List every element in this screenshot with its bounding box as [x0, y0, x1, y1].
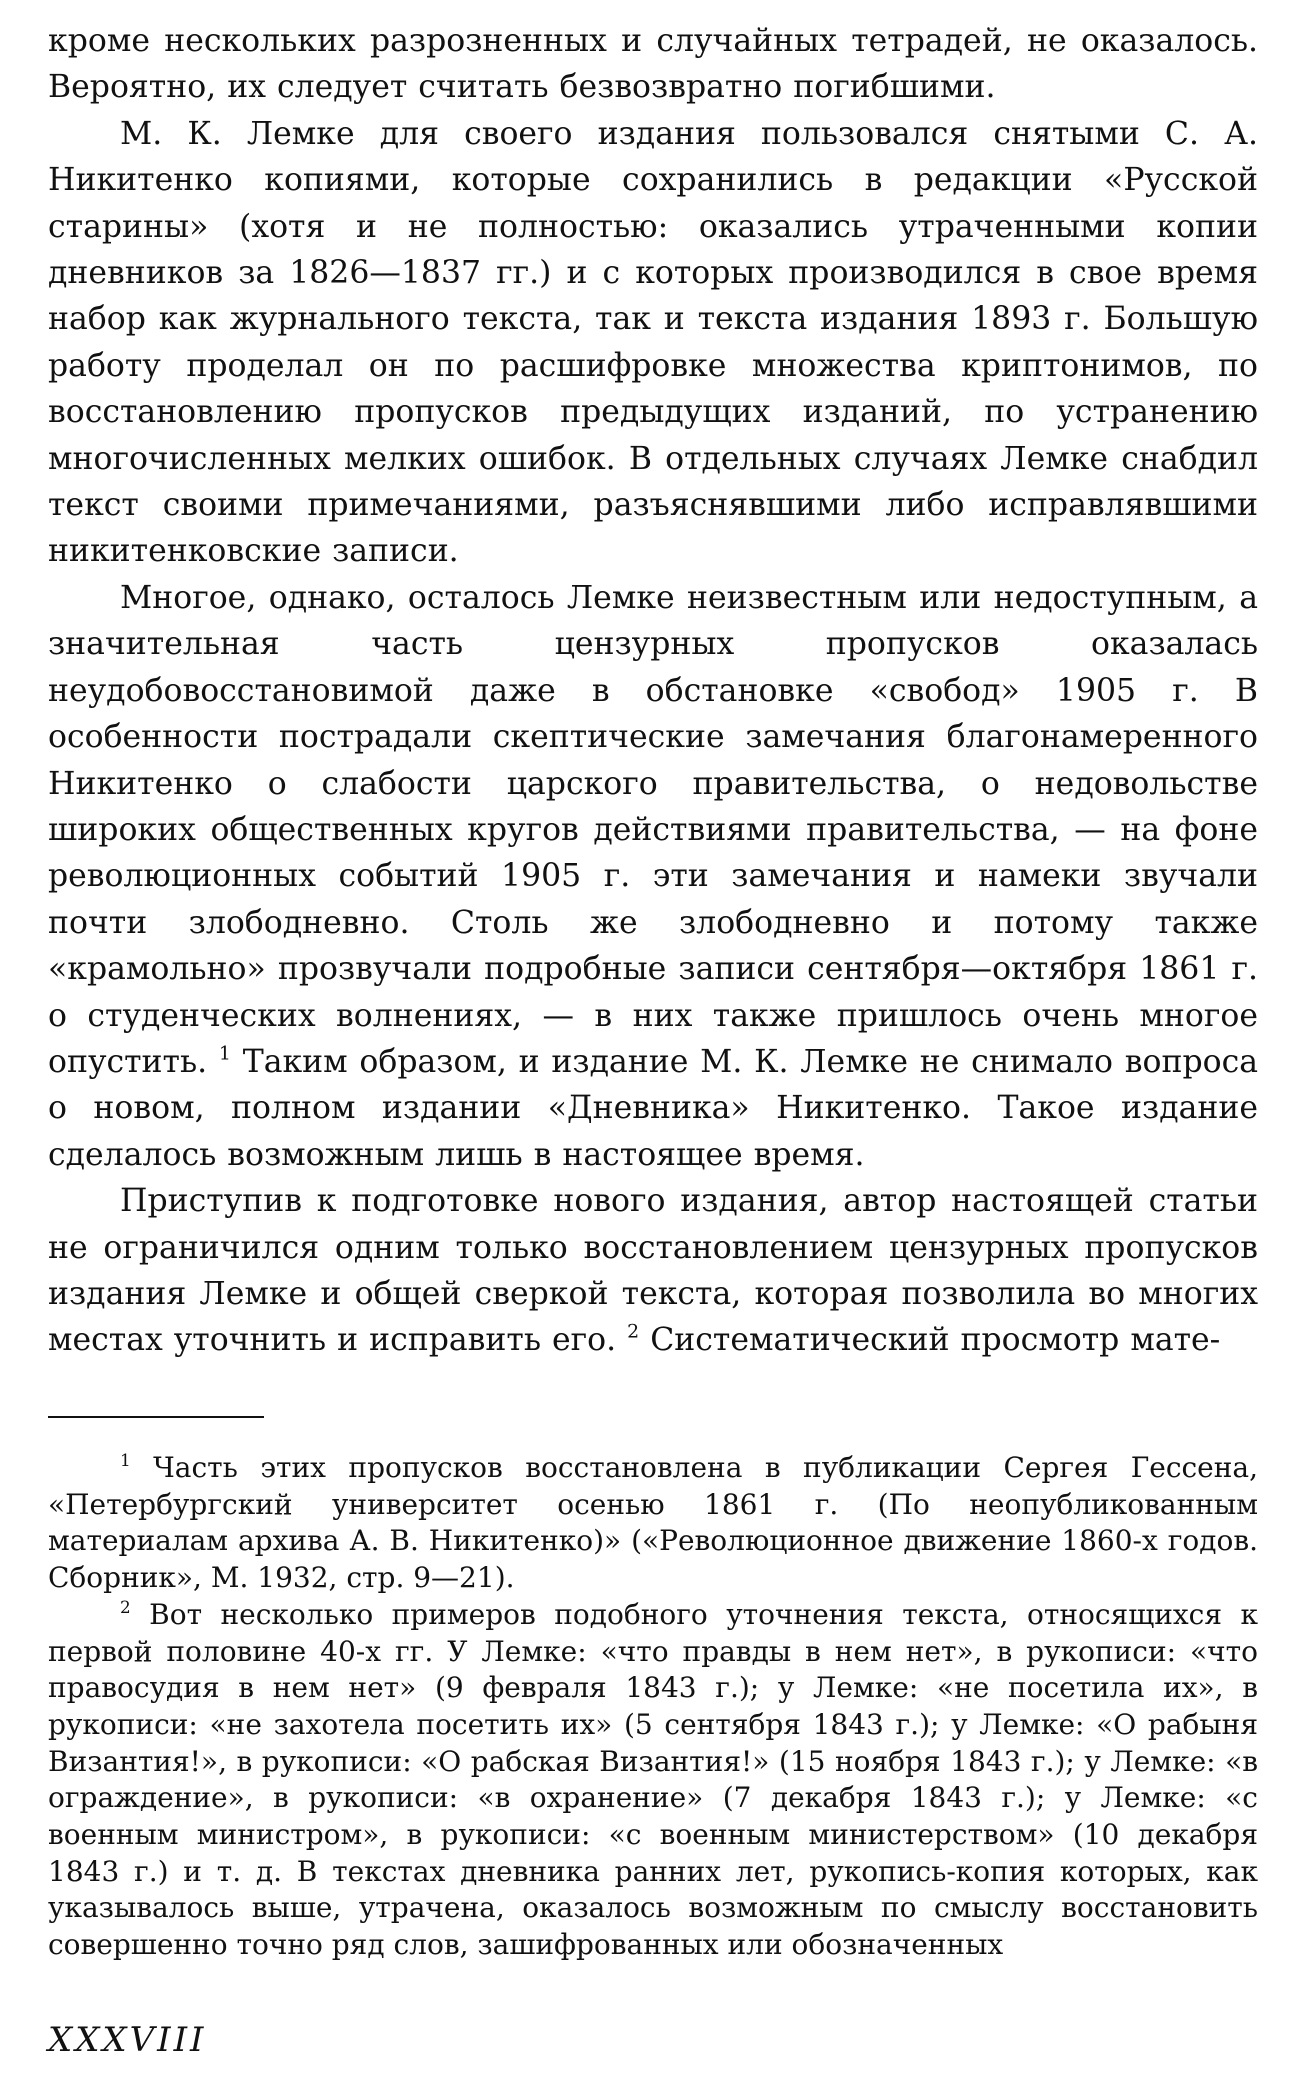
paragraph-text: Приступив к подготовке нового издания, автор настоящей статьи не ограничился одним только восстановлением цензурных пропусков издания Лемке и общей сверкой текста, которая позволила во многих местах уточнить и исправить его.	[48, 1183, 1258, 1359]
footnote-text: Часть этих пропусков восстановлена в публикации Сергея Гессена, «Петербургский университет осенью 1861 г. (По неопубликованным материалам архива А. В. Никитенко)» («Революционное движение 1860-х годов. Сборник», М. 1932, стр. 9—21).	[48, 1451, 1259, 1595]
footnote-divider	[48, 1416, 264, 1418]
paragraph-text: Систематический просмотр мате-	[650, 1322, 1221, 1359]
main-text	[48, 18, 1258, 1364]
page-number: XXXVIII	[48, 2020, 207, 2060]
footnote-mark: 2	[120, 1596, 131, 1617]
paragraph	[48, 1178, 1258, 1364]
paragraph: М. К. Лемке для своего издания пользовался снятыми С. А. Никитенко копиями, которые сохранились в редакции «Русской старины» (хотя и не полностью: оказались утраченными копии дневников за 1826—1837 гг.) и с которых производился в свое время набор как журнального текста, так и текста издания 1893 г. Большую работу проделал он по расшифровке множества криптонимов, по восстановлению пропусков предыдущих изданий, по устранению многочисленных мелких ошибок. В отдельных случаях Лемке снабдил текст своими примечаниями, разъяснявшими либо исправлявшими никитенковские записи.	[48, 115, 1258, 570]
paragraph-text: Таким образом, и издание М. К. Лемке не снимало вопроса о новом, полном издании «Дневника» Никитенко. Такое издание сделалось возможным лишь в настоящее время.	[48, 1043, 1259, 1173]
footnotes	[48, 1450, 1258, 1964]
footnote	[48, 1597, 1258, 1964]
footnote-mark: 1	[120, 1450, 131, 1471]
paragraph: кроме нескольких разрозненных и случайных тетрадей, не оказалось. Вероятно, их следует считать безвозвратно погибшими.	[48, 23, 1258, 106]
paragraph-text: Многое, однако, осталось Лемке неизвестным или недоступным, а значительная часть цензурных пропусков оказалась неудобовосстановимой даже в обстановке «свобод» 1905 г. В особенности пострадали скептические замечания благонамеренного Никитенко о слабости царского правительства, о недовольстве широких общественных кругов действиями правительства, — на фоне революционных событий 1905 г. эти замечания и намеки звучали почти злободневно. Столь же злободневно и потому также «крамольно» прозвучали подробные записи сентября—октября 1861 г. о студенческих волнениях, — в них также пришлось очень многое опустить.	[48, 579, 1258, 1080]
footnote	[48, 1450, 1258, 1597]
footnote-text: Вот несколько примеров подобного уточнения текста, относящихся к первой половине 40-х гг. У Лемке: «что правды в нем нет», в рукописи: «что правосудия в нем нет» (9 февраля 1843 г.); у Лемке: «не посетила их», в рукописи: «не захотела посетить их» (5 сентября 1843 г.); у Лемке: «О рабыня Византия!», в рукописи: «О рабская Византия!» (15 ноября 1843 г.); у Лемке: «в ограждение», в рукописи: «в охранение» (7 декабря 1843 г.); у Лемке: «с военным министром», в рукописи: «с военным министерством» (10 декабря 1843 г.) и т. д. В текстах дневника ранних лет, рукопись-копия которых, как указывалось выше, утрачена, оказалось возможным по смыслу восстановить совершенно точно ряд слов, зашифрованных или обозначенных	[48, 1597, 1258, 1962]
footnote-ref: 1	[218, 1042, 231, 1065]
paragraph	[48, 575, 1258, 1178]
footnote-ref: 2	[627, 1321, 640, 1344]
